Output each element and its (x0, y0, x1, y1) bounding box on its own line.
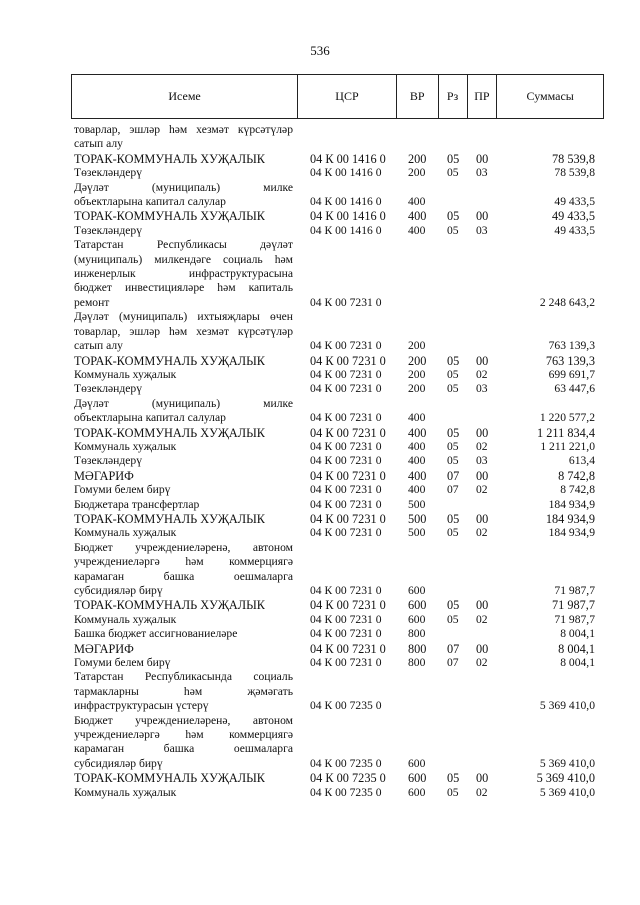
row-pr: 00 (476, 598, 489, 613)
row-vr: 400 (408, 483, 426, 497)
table-row (71, 526, 604, 540)
row-name-line: Дәүләт (муниципаль) милке (74, 396, 293, 410)
table-row (71, 670, 604, 713)
row-csr: 04 К 00 7231 0 (310, 339, 382, 353)
row-name-line: Коммуналь хуҗалык (74, 367, 177, 381)
row-csr: 04 К 00 7231 0 (310, 584, 382, 597)
row-name (71, 613, 297, 627)
row-sum: 78 539,8 (554, 166, 595, 180)
row-name (71, 469, 297, 483)
row-name-line: Бюджет учреждениеләренә, автоном (74, 713, 293, 727)
row-sum: 1 211 834,4 (537, 425, 595, 440)
row-csr: 04 К 00 7235 0 (310, 785, 382, 799)
row-name (71, 368, 297, 382)
row-name (71, 598, 297, 612)
row-vr: 400 (408, 454, 426, 468)
row-rz (438, 541, 467, 599)
row-pr (467, 714, 497, 772)
row-name-line: МӘГАРИФ (74, 468, 134, 483)
row-name-line: Коммуналь хуҗалык (74, 612, 177, 626)
row-pr: 03 (476, 223, 488, 237)
page-number: 536 (310, 43, 330, 58)
row-vr: 600 (408, 756, 426, 770)
row-name-line: товарлар, эшләр һәм хезмәт күрсәтүләр (74, 324, 293, 338)
row-name (71, 426, 297, 440)
row-pr: 02 (476, 526, 488, 540)
row-name-line: ТОРАК-КОММУНАЛЬ ХУҖАЛЫК (74, 425, 266, 440)
row-vr: 500 (408, 526, 426, 540)
table-row (71, 238, 604, 310)
table-row (71, 426, 604, 440)
row-csr: 04 К 00 7231 0 (310, 641, 386, 656)
row-name (71, 454, 297, 468)
row-vr: 400 (408, 425, 427, 440)
row-name-line: ремонт (74, 295, 110, 309)
row-rz: 05 (447, 166, 459, 180)
row-pr (467, 397, 497, 426)
row-vr: 800 (408, 627, 426, 641)
row-csr: 04 К 00 7231 0 (310, 425, 386, 440)
row-pr (467, 670, 497, 713)
row-pr: 00 (476, 511, 489, 526)
row-sum: 8 742,8 (558, 468, 595, 483)
row-rz: 05 (447, 223, 459, 237)
row-sum: 763 139,3 (548, 339, 595, 353)
row-vr: 200 (408, 353, 427, 368)
row-vr: 200 (408, 367, 426, 381)
row-sum (497, 123, 604, 152)
row-name-line: Коммуналь хуҗалык (74, 439, 177, 453)
row-pr (467, 310, 497, 353)
table-row (71, 771, 604, 785)
row-csr (297, 123, 396, 152)
row-csr: 04 К 00 1416 0 (310, 223, 382, 237)
row-name-line: Гомуми белем бирү (74, 656, 171, 670)
table-row (71, 642, 604, 656)
header-csr: ЦСР (297, 75, 396, 118)
row-name-line: Коммуналь хуҗалык (74, 526, 177, 540)
row-name-line: Татарстан Республикасы дәүләт (74, 238, 293, 252)
table-row (71, 656, 604, 670)
row-name-line: Төзекләндерү (74, 454, 143, 468)
row-rz: 05 (447, 425, 460, 440)
row-pr (467, 498, 497, 512)
row-rz: 05 (447, 439, 459, 453)
row-sum: 5 369 410,0 (539, 699, 595, 713)
row-name-line: Коммуналь хуҗалык (74, 785, 177, 799)
table-row (71, 454, 604, 468)
table-row (71, 483, 604, 497)
row-vr: 200 (408, 166, 426, 180)
table-row (71, 224, 604, 238)
row-name (71, 786, 297, 800)
row-sum: 763 139,3 (545, 353, 595, 368)
row-pr: 00 (476, 353, 489, 368)
row-name (71, 440, 297, 454)
row-sum: 5 369 410,0 (539, 785, 595, 799)
row-name-line: объектларына капитал салулар (74, 195, 226, 209)
row-csr: 04 К 00 7231 0 (310, 627, 382, 641)
row-name (71, 656, 297, 670)
row-name (71, 670, 297, 713)
header-sum: Суммасы (496, 75, 603, 118)
row-csr: 04 К 00 7231 0 (310, 367, 382, 381)
row-sum: 1 220 577,2 (539, 411, 595, 425)
row-name-line: МӘГАРИФ (74, 641, 134, 656)
row-name (71, 397, 297, 426)
row-name-line: субсидияләр бирү (74, 584, 163, 597)
row-name-line: Татарстан Республикасында социаль (74, 670, 293, 684)
row-rz: 07 (447, 641, 460, 656)
row-name-line: ТОРАК-КОММУНАЛЬ ХУҖАЛЫК (74, 771, 266, 786)
row-name-line: инженерлык инфраструктурасына (74, 267, 293, 281)
row-pr: 00 (476, 151, 489, 166)
row-name-line: Төзекләндерү (74, 166, 143, 180)
row-rz (438, 310, 467, 353)
table-row (71, 598, 604, 612)
row-name (71, 310, 297, 353)
row-pr: 00 (476, 468, 489, 483)
row-name-line: Бюджет учреждениеләренә, автоном (74, 540, 293, 554)
row-name-line: Гомуми белем бирү (74, 483, 171, 497)
row-name (71, 123, 297, 152)
row-rz: 05 (447, 526, 459, 540)
row-sum: 1 211 221,0 (540, 439, 595, 453)
row-csr: 04 К 00 7231 0 (310, 468, 386, 483)
row-sum: 613,4 (568, 454, 595, 468)
row-csr: 04 К 00 7231 0 (310, 454, 382, 468)
row-name (71, 181, 297, 210)
row-vr: 500 (408, 497, 426, 511)
row-name-line: инфраструктурасын үстерү (74, 699, 209, 713)
row-name (71, 224, 297, 238)
row-sum: 49 433,5 (554, 223, 595, 237)
row-name (71, 152, 297, 166)
row-vr: 600 (408, 612, 426, 626)
row-name-line: карамаган башка оешмаларга (74, 569, 293, 583)
row-vr: 400 (408, 195, 426, 209)
row-name-line: товарлар, эшләр һәм хезмәт күрсәтүләр (74, 123, 293, 136)
row-name-line: бюджет инвестицияләре һәм капиталь (74, 281, 293, 295)
row-name (71, 209, 297, 223)
table-row (71, 152, 604, 166)
table-row (71, 786, 604, 800)
table-row (71, 440, 604, 454)
row-name (71, 526, 297, 540)
row-rz: 05 (447, 612, 459, 626)
row-vr (396, 238, 438, 310)
row-name-line: сатып алу (74, 339, 123, 353)
row-name-line: сатып алу (74, 137, 123, 151)
row-name-line: Төзекләндерү (74, 382, 143, 396)
row-csr: 04 К 00 7231 0 (310, 353, 386, 368)
row-csr: 04 К 00 7231 0 (310, 598, 386, 613)
row-name (71, 642, 297, 656)
row-vr: 400 (408, 411, 426, 425)
row-name (71, 512, 297, 526)
row-name (71, 483, 297, 497)
row-vr: 200 (408, 151, 427, 166)
row-rz: 05 (447, 209, 460, 224)
header-pr: ПР (467, 75, 497, 118)
row-pr: 03 (476, 382, 488, 396)
table-row (71, 181, 604, 210)
row-sum: 184 934,9 (548, 497, 595, 511)
table-row (71, 541, 604, 599)
row-rz (438, 714, 467, 772)
row-vr (396, 123, 438, 152)
header-name: Исеме (168, 89, 201, 103)
row-vr: 600 (408, 771, 427, 786)
row-name-line: объектларына капитал салулар (74, 411, 226, 425)
row-sum: 8 004,1 (558, 641, 595, 656)
row-sum: 71 987,7 (554, 584, 595, 597)
row-rz: 05 (447, 785, 459, 799)
row-sum: 49 433,5 (551, 209, 595, 224)
row-sum: 78 539,8 (551, 151, 595, 166)
row-pr: 02 (476, 785, 488, 799)
row-vr: 500 (408, 511, 427, 526)
row-csr: 04 К 00 7231 0 (310, 497, 382, 511)
row-name-line: Төзекләндерү (74, 223, 143, 237)
row-rz: 05 (447, 771, 460, 786)
row-csr: 04 К 00 7231 0 (310, 656, 382, 670)
row-name-line: карамаган башка оешмаларга (74, 742, 293, 756)
row-pr: 02 (476, 483, 488, 497)
row-vr: 400 (408, 223, 426, 237)
row-rz (438, 181, 467, 210)
row-vr: 600 (408, 785, 426, 799)
row-csr: 04 К 00 7231 0 (310, 439, 382, 453)
row-vr: 400 (408, 468, 427, 483)
row-name-line: Башка бюджет ассигнованиеләре (74, 627, 238, 641)
row-csr: 04 К 00 7231 0 (310, 483, 382, 497)
row-csr: 04 К 00 7231 0 (310, 511, 386, 526)
row-name-line: ТОРАК-КОММУНАЛЬ ХУҖАЛЫК (74, 209, 266, 224)
table-row (71, 627, 604, 641)
row-name (71, 354, 297, 368)
table-body (71, 119, 604, 800)
row-rz: 07 (447, 656, 459, 670)
row-pr (467, 541, 497, 599)
row-name (71, 238, 297, 310)
row-csr: 04 К 00 7231 0 (310, 612, 382, 626)
row-name-line: Дәүләт (муниципаль) милке (74, 180, 293, 194)
row-vr: 400 (408, 439, 426, 453)
row-csr: 04 К 00 7235 0 (310, 699, 382, 713)
row-pr: 00 (476, 771, 489, 786)
table-row (71, 166, 604, 180)
row-name (71, 166, 297, 180)
row-vr (396, 670, 438, 713)
header-vr: ВР (396, 75, 438, 118)
table-row (71, 209, 604, 223)
row-pr: 00 (476, 641, 489, 656)
row-rz (438, 498, 467, 512)
row-rz: 05 (447, 353, 460, 368)
row-sum: 5 369 410,0 (539, 756, 595, 770)
row-csr: 04 К 00 7231 0 (310, 382, 382, 396)
row-sum: 71 987,7 (551, 598, 595, 613)
row-vr: 800 (408, 656, 426, 670)
row-name-line: ТОРАК-КОММУНАЛЬ ХУҖАЛЫК (74, 511, 266, 526)
row-name-line: Дәүләт (муниципаль) ихтыяҗлары өчен (74, 310, 293, 324)
row-rz (438, 123, 467, 152)
budget-table (71, 74, 604, 800)
row-name-line: ТОРАК-КОММУНАЛЬ ХУҖАЛЫК (74, 598, 266, 613)
row-rz: 05 (447, 382, 459, 396)
row-rz (438, 397, 467, 426)
row-sum: 8 004,1 (560, 656, 595, 670)
row-pr: 02 (476, 612, 488, 626)
row-pr: 03 (476, 166, 488, 180)
row-csr: 04 К 00 7231 0 (310, 411, 382, 425)
row-name-line: ТОРАК-КОММУНАЛЬ ХУҖАЛЫК (74, 151, 266, 166)
row-pr (467, 123, 497, 152)
row-csr: 04 К 00 1416 0 (310, 209, 386, 224)
row-name-line: (муниципаль) милкендәге социаль һәм (74, 252, 293, 266)
table-row (71, 123, 604, 152)
row-csr: 04 К 00 1416 0 (310, 166, 382, 180)
table-row (71, 498, 604, 512)
row-name (71, 714, 297, 772)
row-rz (438, 670, 467, 713)
row-name (71, 541, 297, 599)
row-csr: 04 К 00 1416 0 (310, 195, 382, 209)
row-pr: 02 (476, 367, 488, 381)
row-sum: 184 934,9 (545, 511, 595, 526)
table-row (71, 354, 604, 368)
table-row (71, 397, 604, 426)
row-rz: 07 (447, 483, 459, 497)
row-name (71, 771, 297, 785)
row-csr: 04 К 00 7231 0 (310, 526, 382, 540)
row-rz: 05 (447, 151, 460, 166)
row-vr: 200 (408, 339, 426, 353)
row-rz (438, 627, 467, 641)
row-name (71, 498, 297, 512)
row-pr (467, 181, 497, 210)
row-name-line: учреждениеләргә һәм коммерциягә (74, 555, 293, 569)
row-vr: 200 (408, 382, 426, 396)
table-row (71, 368, 604, 382)
table-row (71, 469, 604, 483)
header-rz: Рз (438, 75, 467, 118)
row-pr (467, 627, 497, 641)
row-sum: 184 934,9 (548, 526, 595, 540)
row-pr: 03 (476, 454, 488, 468)
row-name-line: ТОРАК-КОММУНАЛЬ ХУҖАЛЫК (74, 353, 266, 368)
row-rz: 05 (447, 511, 460, 526)
row-csr: 04 К 00 7231 0 (310, 295, 382, 309)
row-pr: 00 (476, 425, 489, 440)
row-sum: 2 248 643,2 (539, 295, 595, 309)
table-header (71, 74, 604, 119)
row-sum: 8 004,1 (560, 627, 595, 641)
row-name-line: субсидияләр бирү (74, 756, 163, 770)
row-vr: 600 (408, 598, 427, 613)
table-row (71, 714, 604, 772)
row-name (71, 382, 297, 396)
row-name (71, 627, 297, 641)
row-pr: 02 (476, 656, 488, 670)
row-sum: 699 691,7 (548, 367, 595, 381)
row-csr: 04 К 00 7235 0 (310, 771, 386, 786)
table-row (71, 382, 604, 396)
row-sum: 71 987,7 (554, 612, 595, 626)
row-sum: 5 369 410,0 (536, 771, 595, 786)
row-name-line: учреждениеләргә һәм коммерциягә (74, 728, 293, 742)
row-sum: 49 433,5 (554, 195, 595, 209)
row-rz: 05 (447, 367, 459, 381)
row-vr: 600 (408, 584, 426, 597)
table-row (71, 512, 604, 526)
row-pr (467, 238, 497, 310)
row-vr: 800 (408, 641, 427, 656)
row-rz: 07 (447, 468, 460, 483)
row-rz (438, 238, 467, 310)
row-rz: 05 (447, 598, 460, 613)
row-pr: 02 (476, 439, 488, 453)
row-rz: 05 (447, 454, 459, 468)
row-vr: 400 (408, 209, 427, 224)
row-name-line: Бюджетара трансфертлар (74, 497, 200, 511)
table-row (71, 310, 604, 353)
row-sum: 8 742,8 (560, 483, 595, 497)
row-csr: 04 К 00 7235 0 (310, 756, 382, 770)
table-row (71, 613, 604, 627)
row-csr: 04 К 00 1416 0 (310, 151, 386, 166)
row-name-line: тармакларны һәм җәмәгать (74, 684, 293, 698)
row-pr: 00 (476, 209, 489, 224)
row-sum: 63 447,6 (554, 382, 595, 396)
